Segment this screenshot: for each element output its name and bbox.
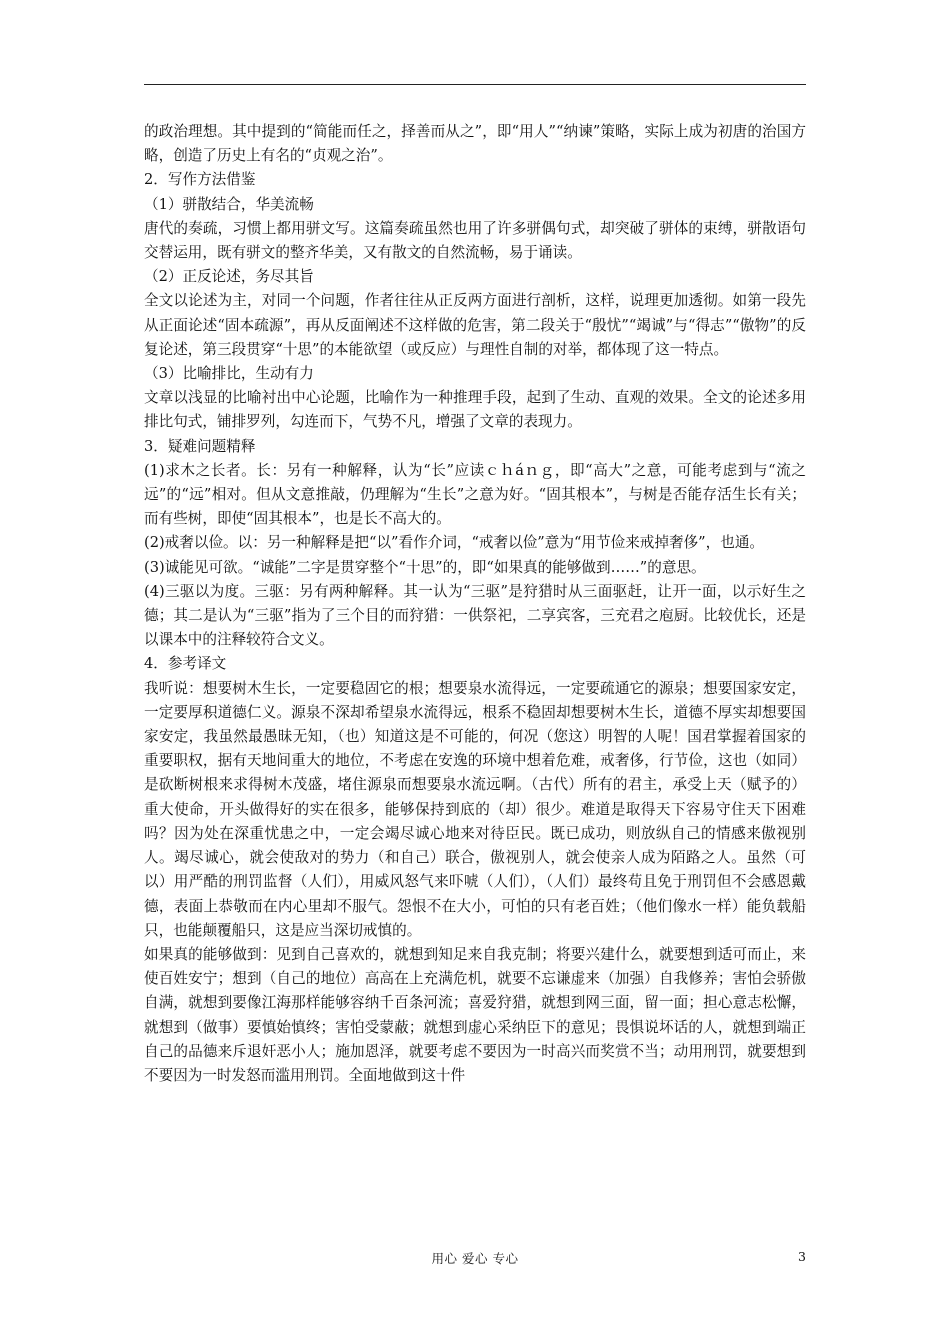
paragraph-bi-yu: 文章以浅显的比喻衬出中心论题，比喻作为一种推理手段，起到了生动、直观的效果。全文的论述多用排比句式，铺排罗列，勾连而下，气势不凡，增强了文章的表现力。 — [144, 389, 806, 431]
section-heading-translation: 4．参考译文 — [144, 655, 227, 673]
paragraph-translation-1: 我听说：想要树木生长，一定要稳固它的根；想要泉水流得远，一定要疏通它的源泉；想要国家安定，一定要厚积道德仁义。源泉不深却希望泉水流得远，根系不稳固却想要树木生长，道德不厚实却想要国家安定，我虽然最愚昧无知，（也）知道这是不可能的，何况（您这）明智的人呢！国君掌握着国家的重要职权，据有天地间重大的地位，不考虑在安逸的环境中想着危难，戒奢侈，行节俭，这也（如同）是砍断树根来求得树木茂盛，堵住源泉而想要泉水流远啊。（古代）所有的君主，承受上天（赋予的）重大使命，开头做得好的实在很多，能够保持到底的（却）很少。难道是取得天下容易守住天下困难吗？因为处在深重忧患之中，一定会竭尽诚心地来对待臣民。既已成功，则放纵自己的情感来傲视别人。竭尽诚心，就会使敌对的势力（和自己）联合，傲视别人，就会使亲人成为陌路之人。虽然（可以）用严酷的刑罚监督（人们），用威风怒气来吓唬（人们），（人们）最终苟且免于刑罚但不会感恩戴德，表面上恭敬而在内心里却不服气。怨恨不在大小，可怕的只有老百姓；（他们像水一样）能负载船只，也能颠覆船只，这是应当深切戒慎的。 — [144, 679, 806, 939]
paragraph-question-1: (1)求木之长者。长：另有一种解释，认为“长”应读ｃｈáｎｇ，即“高大”之意，可能考虑到与“流之远”的“远”相对。但从文意推敲，仍理解为“生长”之意为好。“固其根本”，与树是否能存活生长有关；而有些树，即使“固其根本”，也是长不高大的。 — [144, 461, 806, 528]
paragraph-question-3: (3)诚能见可欲。“诚能”二字是贯穿整个“十思”的，即“如果真的能够做到……”的意思。 — [144, 558, 706, 576]
paragraph-pian-san: 唐代的奏疏，习惯上都用骈文写。这篇奏疏虽然也用了许多骈偶句式，却突破了骈体的束缚，骈散语句交替运用，既有骈文的整齐华美，又有散文的自然流畅，易于诵读。 — [144, 219, 806, 262]
paragraph-zheng-fan: 全文以论述为主，对同一个问题，作者往往从正反两方面进行剖析，这样，说理更加透彻。如第一段先从正面论述“固本疏源”，再从反面阐述不这样做的危害，第二段关于“殷忧”“竭诚”与“得志”“傲物”的反复论述，第三段贯穿“十思”的本能欲望（或反应）与理性自制的对举，都体现了这一特点。 — [144, 292, 806, 358]
subheading-pian-san: （1）骈散结合，华美流畅 — [144, 195, 314, 213]
subheading-zheng-fan: （2）正反论述，务尽其旨 — [144, 268, 314, 286]
paragraph-question-2: (2)戒奢以俭。以：另一种解释是把“以”看作介词，“戒奢以俭”意为“用节俭来戒掉奢侈”，也通。 — [144, 534, 765, 552]
paragraph-question-4: (4)三驱以为度。三驱：另有两种解释。其一认为“三驱”是狩猎时从三面驱赶，让开一面，以示好生之德；其二是认为“三驱”指为了三个目的而狩猎：一供祭祀，二享宾客，三充君之庖厨。比较优长，还是以课本中的注释较符合文义。 — [144, 582, 806, 649]
footer-motto: 用心 爱心 专心 — [431, 1251, 519, 1266]
page-number: 3 — [798, 1249, 806, 1264]
section-heading-writing-methods: 2．写作方法借鉴 — [144, 171, 256, 189]
section-heading-difficult-questions: 3．疑难问题精释 — [144, 437, 256, 455]
paragraph-intro-continued: 的政治理想。其中提到的“简能而任之，择善而从之”，即“用人”“纳谏”策略，实际上成为初唐的治国方略，创造了历史上有名的“贞观之治”。 — [144, 123, 806, 165]
document-body — [144, 120, 806, 1088]
paragraph-translation-2: 如果真的能够做到：见到自己喜欢的，就想到知足来自我克制；将要兴建什么，就要想到适可而止，来使百姓安宁；想到（自己的地位）高高在上充满危机，就要不忘谦虚来（加强）自我修养；害怕会骄傲自满，就想到要像江海那样能够容纳千百条河流；喜爱狩猎，就想到网三面，留一面；担心意志松懈，就想到（做事）要慎始慎终；害怕受蒙蔽；就想到虚心采纳臣下的意见；畏惧说坏话的人，就想到端正自己的品德来斥退奸恶小人；施加恩泽，就要考虑不要因为一时高兴而奖赏不当；动用刑罚，就要想到不要因为一时发怒而滥用刑罚。全面地做到这十件 — [144, 945, 806, 1084]
subheading-bi-yu: （3）比喻排比，生动有力 — [144, 365, 314, 383]
header-rule — [144, 84, 806, 85]
